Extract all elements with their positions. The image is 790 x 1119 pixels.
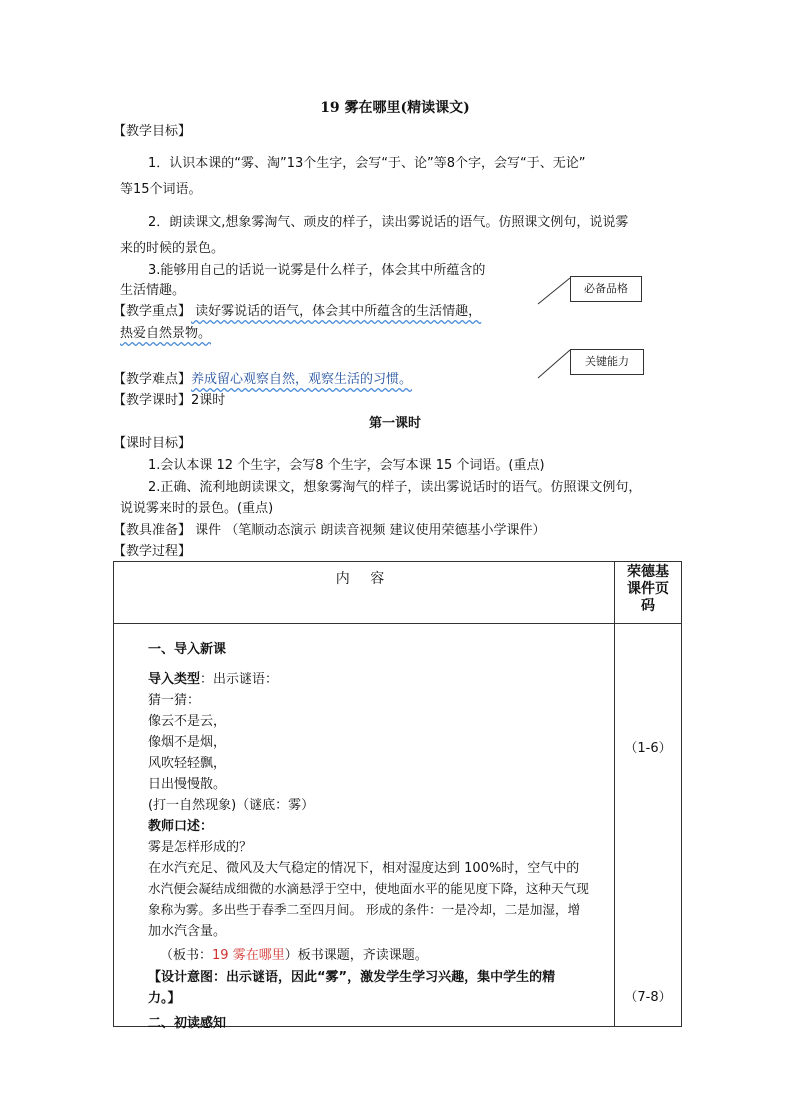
paragraph-line-4: 加水汽含量。 bbox=[148, 924, 227, 939]
riddle-answer: (打一自然现象)（谜底：雾） bbox=[148, 798, 315, 813]
board-title: 19 雾在哪里 bbox=[212, 948, 285, 963]
teaching-hours bbox=[113, 389, 225, 408]
document-title: 19 雾在哪里(精读课文) bbox=[320, 100, 470, 116]
difficulties-text: 养成留心观察自然，观察生活的习惯。 bbox=[191, 372, 413, 387]
objective-2-line1: 2．朗读课文,想象雾淘气、顽皮的样子，读出雾说话的语气。仿照课文例句，说说雾 bbox=[148, 215, 629, 230]
board-suffix: ）板书课题，齐读课题。 bbox=[284, 948, 428, 963]
callout-line-1 bbox=[538, 278, 570, 304]
teaching-process-table bbox=[113, 561, 682, 1031]
lesson-title: 第一课时 bbox=[368, 416, 421, 431]
header-page-ref bbox=[615, 562, 682, 624]
lesson-goal-1: 1.会认本课 12 个生字，会写8 个生字，会写本课 15 个词语。(重点) bbox=[148, 458, 545, 473]
intro-type bbox=[148, 668, 278, 687]
riddle-line-5: 日出慢慢散。 bbox=[148, 777, 227, 792]
fog-question: 雾是怎样形成的？ bbox=[148, 840, 253, 855]
page-ref-2: （7-8） bbox=[624, 990, 672, 1005]
page-ref-cell bbox=[615, 624, 682, 1027]
paragraph-line-3: 象称为雾。多出些于春季二至四月间。 形成的条件：一是冷却，二是加湿，增 bbox=[148, 902, 581, 917]
intro-type-label: 导入类型 bbox=[148, 672, 201, 687]
content-cell bbox=[114, 624, 615, 1031]
hours-text: 2课时 bbox=[191, 393, 226, 408]
page-ref-1: （1-6） bbox=[624, 741, 672, 756]
key-points-label: 【教学重点】 bbox=[113, 304, 192, 319]
riddle-line-4: 风吹轻轻飘， bbox=[148, 756, 227, 771]
header-page-line-2: 课件页 bbox=[627, 581, 669, 597]
riddle-line-2: 像云不是云， bbox=[148, 714, 227, 729]
header-page-line-1: 荣德基 bbox=[627, 564, 669, 580]
callout-line-2 bbox=[538, 350, 570, 378]
section-1-title: 一、导入新课 bbox=[148, 642, 227, 657]
objective-3-line2: 生活情趣。 bbox=[120, 283, 186, 298]
teacher-narration-label: 教师口述： bbox=[148, 819, 214, 834]
header-content: 内 容 bbox=[114, 562, 615, 624]
lesson-goal-2-line2: 说说雾来时的景色。(重点) bbox=[120, 501, 274, 516]
process-heading: 【教学过程】 bbox=[113, 544, 192, 559]
paragraph-line-1: 在水汽充足、微风及大气稳定的情况下，相对湿度达到 100%时，空气中的 bbox=[148, 861, 580, 876]
design-intent-line-2: 力。】 bbox=[148, 991, 181, 1006]
paragraph-line-2: 水汽便会凝结成细微的水滴悬浮于空中，使地面水平的能见度下降，这种天气现 bbox=[148, 881, 589, 896]
section-2-title: 二、初读感知 bbox=[148, 1016, 227, 1031]
objective-1-line2: 等15个词语。 bbox=[120, 182, 202, 197]
riddle-line-1: 猜一猜： bbox=[148, 693, 201, 708]
difficulties bbox=[113, 368, 412, 387]
objective-3-line1: 3.能够用自己的话说一说雾是什么样子，体会其中所蕴含的 bbox=[148, 263, 486, 278]
board-prefix: （板书： bbox=[160, 948, 213, 963]
objective-1-line1: 1．认识本课的“雾、淘”13个生字，会写“于、论”等8个字，会写“于、无论” bbox=[148, 156, 586, 171]
design-intent-line-1: 【设计意图：出示谜语，因此“雾”，激发学生学习兴趣，集中学生的精 bbox=[148, 970, 556, 985]
callout-essential-character: 必备品格 bbox=[570, 276, 642, 302]
callout-key-ability: 关键能力 bbox=[570, 349, 644, 375]
intro-type-text: ：出示谜语： bbox=[200, 672, 279, 687]
hours-label: 【教学课时】 bbox=[113, 393, 192, 408]
teaching-aids: 【教具准备】 课件 （笔顺动态演示 朗读音视频 建议使用荣德基小学课件） bbox=[113, 523, 546, 538]
table-row bbox=[114, 624, 682, 1027]
key-points-text-1: 读好雾说话的语气，体会其中所蕴含的生活情趣， bbox=[191, 304, 482, 319]
lesson-goal-heading: 【课时目标】 bbox=[113, 436, 192, 451]
table-header-row bbox=[114, 562, 682, 624]
header-page-line-3: 码 bbox=[641, 598, 655, 614]
difficulties-label: 【教学难点】 bbox=[113, 372, 192, 387]
key-points-text-2: 热爱自然景物。 bbox=[120, 326, 212, 341]
board-writing bbox=[160, 944, 428, 963]
key-points bbox=[113, 300, 481, 319]
objectives-heading: 【教学目标】 bbox=[113, 124, 192, 139]
lesson-goal-2-line1: 2.正确、流利地朗读课文，想象雾淘气的样子，读出雾说话时的语气。仿照课文例句， bbox=[148, 480, 642, 495]
riddle-line-3: 像烟不是烟， bbox=[148, 735, 227, 750]
objective-2-line2: 来的时候的景色。 bbox=[120, 241, 225, 256]
